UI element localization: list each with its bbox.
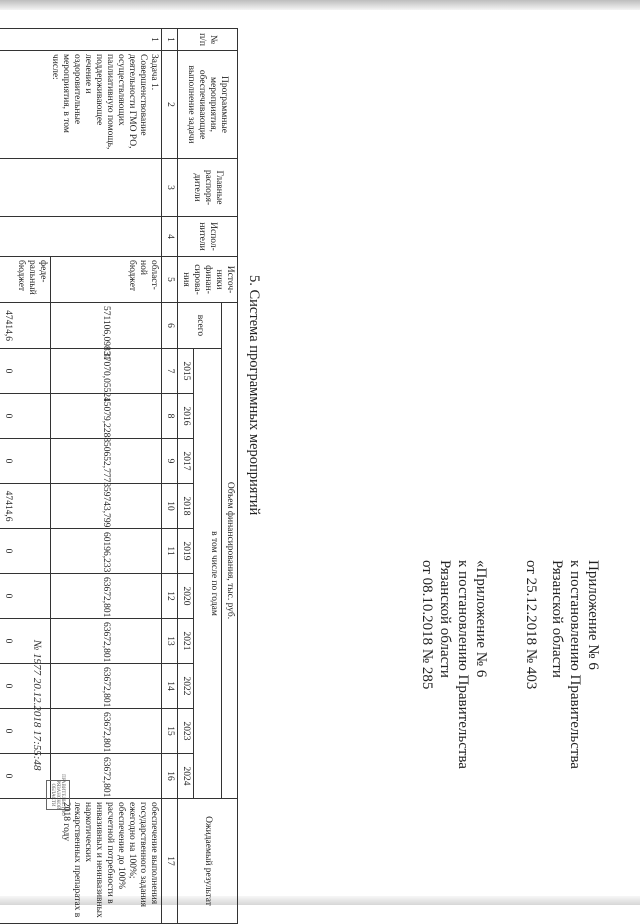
funding-year-value: 59743,799	[51, 484, 162, 529]
funding-source: феде-ральный бюджет	[0, 257, 51, 303]
funding-year-value: 50652,7773	[51, 439, 162, 484]
task-num: 1	[0, 29, 162, 51]
registration-stamp: ПРАВИТЕЛЬСТВО РЯЗАНСКОЙ ОБЛАСТИ	[46, 780, 70, 810]
col-number: 5	[162, 257, 178, 303]
year-cell: 2023	[178, 709, 194, 754]
appendix-date: от 25.12.2018 № 403	[523, 560, 539, 690]
col-number: 16	[162, 754, 178, 799]
funding-year-value: 0	[0, 439, 51, 484]
funding-year-value: 0	[0, 619, 51, 664]
funding-year-value: 63672,801	[51, 709, 162, 754]
column-numbers-row	[162, 29, 178, 924]
year-cell: 2021	[178, 619, 194, 664]
funding-year-value: 0	[0, 394, 51, 439]
appendix-header-previous	[418, 560, 490, 769]
header-by-year: в том числе по годам	[194, 349, 222, 799]
funding-year-value: 63672,801	[51, 574, 162, 619]
year-cell: 2015	[178, 349, 194, 394]
funding-year-value: 47414,6	[0, 484, 51, 529]
col-number: 9	[162, 439, 178, 484]
col-number: 8	[162, 394, 178, 439]
task-managers	[0, 159, 162, 217]
col-number: 15	[162, 709, 178, 754]
prev-appendix-region: Рязанской области	[437, 560, 453, 678]
col-number: 2	[162, 51, 178, 159]
appendix-decree: к постановлению Правительства	[567, 560, 583, 769]
funding-year-value: 37070,05521	[51, 349, 162, 394]
funding-total: 571106,09831	[51, 303, 162, 349]
section-title: 5. Система программных мероприятий	[246, 275, 262, 516]
col-number: 11	[162, 529, 178, 574]
funding-year-value: 63672,801	[51, 664, 162, 709]
year-cell: 2017	[178, 439, 194, 484]
col-number: 17	[162, 799, 178, 924]
prev-appendix-decree: к постановлению Правительства	[455, 560, 471, 769]
header-executors: Испол-нители	[178, 217, 238, 257]
prev-appendix-date: от 08.10.2018 № 285	[419, 560, 435, 690]
task-executors	[0, 217, 162, 257]
header-total: всего	[178, 303, 222, 349]
header-managers: Главные распоря-дители	[178, 159, 238, 217]
appendix-number: Приложение № 6	[585, 560, 601, 670]
header-activities: Программные мероприятия, обеспечивающие выполнение задачи	[178, 51, 238, 159]
year-cell: 2016	[178, 394, 194, 439]
header-result: Ожидаемый результат	[178, 799, 238, 924]
year-cell: 2024	[178, 754, 194, 799]
col-number: 4	[162, 217, 178, 257]
header-funding: Объем финансирования, тыс. руб.	[222, 303, 238, 799]
funding-year-value: 0	[0, 574, 51, 619]
funding-total: 47414,6	[0, 303, 51, 349]
col-number: 3	[162, 159, 178, 217]
year-cell: 2020	[178, 574, 194, 619]
funding-year-value: 0	[0, 529, 51, 574]
appendix-header-current	[522, 560, 602, 769]
col-number: 1	[162, 29, 178, 51]
appendix-region: Рязанской области	[549, 560, 565, 678]
program-activities-table	[0, 28, 238, 924]
registration-number: № 1977 20.12.2018 17:55:48	[31, 640, 43, 771]
col-number: 13	[162, 619, 178, 664]
funding-year-value: 0	[0, 754, 51, 799]
year-cell: 2019	[178, 529, 194, 574]
expected-result: обеспечение выполнения государственного задания ежегодно на 100%; обеспечение до 100% расчетной потребности в инвазивных и неинвазивных наркотических лекарственных препаратах в 2018 году	[0, 799, 162, 924]
funding-year-value: 60196,233	[51, 529, 162, 574]
funding-year-value: 0	[0, 709, 51, 754]
funding-source: област-ной бюджет	[51, 257, 162, 303]
task-description: Задача 1. Совершенствование деятельности ГМО РО, осуществляющих паллиативную помощь, поддерживающее лечение и оздоровительные мероприятия, в том числе:	[0, 51, 162, 159]
header-num: № п/п	[178, 29, 238, 51]
table-header-row	[222, 29, 238, 924]
col-number: 14	[162, 664, 178, 709]
col-number: 10	[162, 484, 178, 529]
year-cell: 2018	[178, 484, 194, 529]
col-number: 6	[162, 303, 178, 349]
prev-appendix-number: «Приложение № 6	[473, 560, 489, 678]
funding-year-value: 0	[0, 664, 51, 709]
funding-year-value: 63672,801	[51, 754, 162, 799]
header-sources: Источ-ники финан-сирова-ния	[178, 257, 238, 303]
funding-year-value: 45079,2288	[51, 394, 162, 439]
funding-year-value: 63672,801	[51, 619, 162, 664]
col-number: 12	[162, 574, 178, 619]
col-number: 7	[162, 349, 178, 394]
year-cell: 2022	[178, 664, 194, 709]
funding-year-value: 0	[0, 349, 51, 394]
